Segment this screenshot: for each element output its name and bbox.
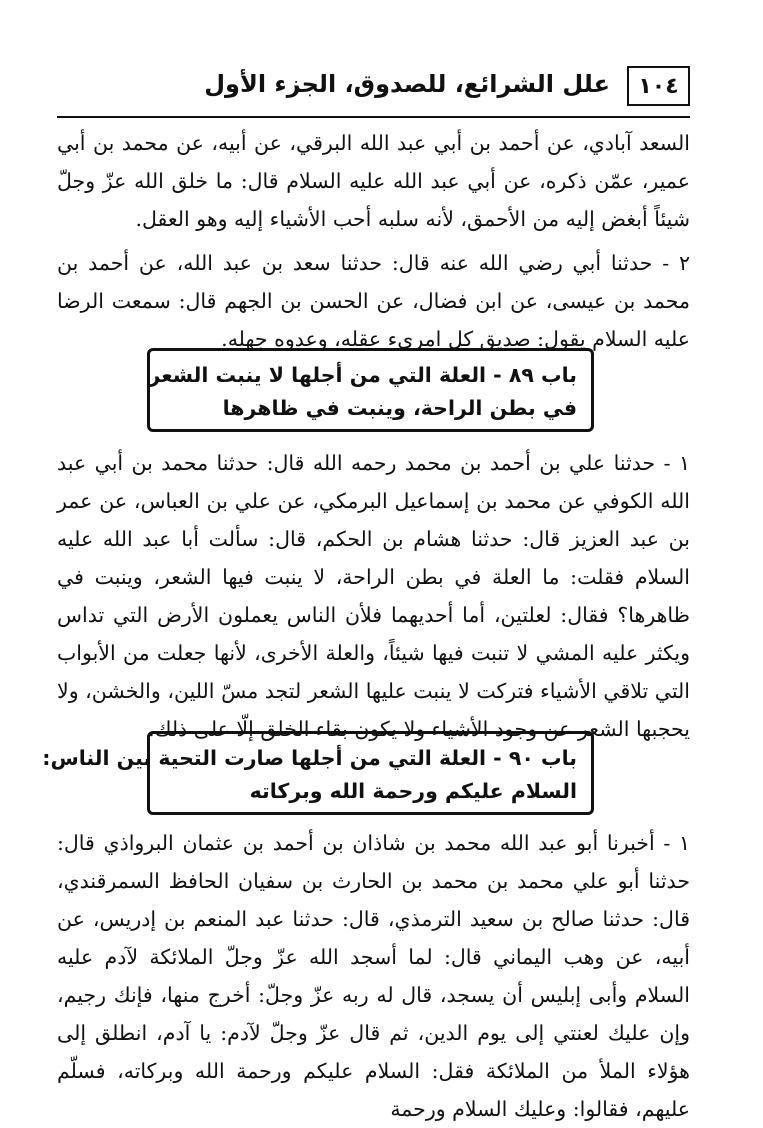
page-number: ١٠٤ <box>627 66 690 106</box>
chapter-title-line-1: باب ٨٩ - العلة التي من أجلها لا ينبت الشعر <box>148 363 577 387</box>
text-block-2 <box>57 444 690 748</box>
chapter-title-line-2: في بطن الراحة، وينبت في ظاهرها <box>222 396 577 420</box>
chapter-title-line-1: باب ٩٠ - العلة التي من أجلها صارت التحية بين الناس: <box>42 746 577 770</box>
text-block-1 <box>57 124 690 358</box>
chapter-title-line-2: السلام عليكم ورحمة الله وبركاته <box>249 779 577 803</box>
paragraph: السعد آبادي، عن أحمد بن أبي عبد الله البرقي، عن أبيه، عن محمد بن أبي عمير، عمّن ذكره، عن أبي عبد الله عليه السلام قال: ما خلق الله عزّ وجلّ شيئاً أبغض إليه من الأحمق، لأنه سلبه أحب الأشياء إليه وهو العقل. <box>57 131 690 231</box>
paragraph: ١ - أخبرنا أبو عبد الله محمد بن شاذان بن أحمد بن عثمان البرواذي قال: حدثنا أبو علي محمد بن محمد بن الحارث بن سفيان الحافظ السمرقندي، قال: حدثنا صالح بن سعيد الترمذي، قال: حدثنا عبد المنعم بن إدريس، عن أبيه، عن وهب اليماني قال: لما أسجد الله عزّ وجلّ الملائكة لآدم عليه السلام وأبى إبليس أن يسجد، قال له ربه عزّ وجلّ: أخرج منها، فإنك رجيم، وإن عليك لعنتي إلى يوم الدين، ثم قال عزّ وجلّ لآدم: يا آدم، انطلق إلى هؤلاء الملأ من الملائكة فقل: السلام عليكم ورحمة الله وبركاته، فسلّم عليهم، فقالوا: وعليك السلام ورحمة <box>57 831 690 1121</box>
running-title: علل الشرائع، للصدوق، الجزء الأول <box>204 70 610 98</box>
page-header <box>57 62 690 118</box>
chapter-heading-90 <box>42 731 594 815</box>
chapter-heading-89 <box>147 348 594 432</box>
paragraph: ٢ - حدثنا أبي رضي الله عنه قال: حدثنا سعد بن عبد الله، عن أحمد بن محمد بن عيسى، عن ابن فضال، عن الحسن بن الجهم قال: سمعت الرضا عليه السلام يقول: صديق كل امرىء عقله، وعدوه جهله. <box>57 251 690 351</box>
paragraph: ١ - حدثنا علي بن أحمد بن محمد رحمه الله قال: حدثنا محمد بن أبي عبد الله الكوفي عن محمد بن إسماعيل البرمكي، عن علي بن العباس، عن عمر بن عبد العزيز قال: حدثنا هشام بن الحكم، قال: سألت أبا عبد الله عليه السلام فقلت: ما العلة في بطن الراحة، لا ينبت فيها الشعر، وينبت في ظاهرها؟ فقال: لعلتين، أما أحديهما فلأن الناس يعملون الأرض التي تداس ويكثر عليه المشي لا تنبت فيها شيئاً، والعلة الأخرى، لأنها جعلت من الأبواب التي تلاقي الأشياء فتركت لا ينبت عليها الشعر لتجد مسّ اللين، والخشن، ولا يحجبها الشعر عن وجود الأشياء ولا يكون بقاء الخلق إلّا على ذلك. <box>57 451 690 741</box>
text-block-3 <box>57 824 690 1128</box>
